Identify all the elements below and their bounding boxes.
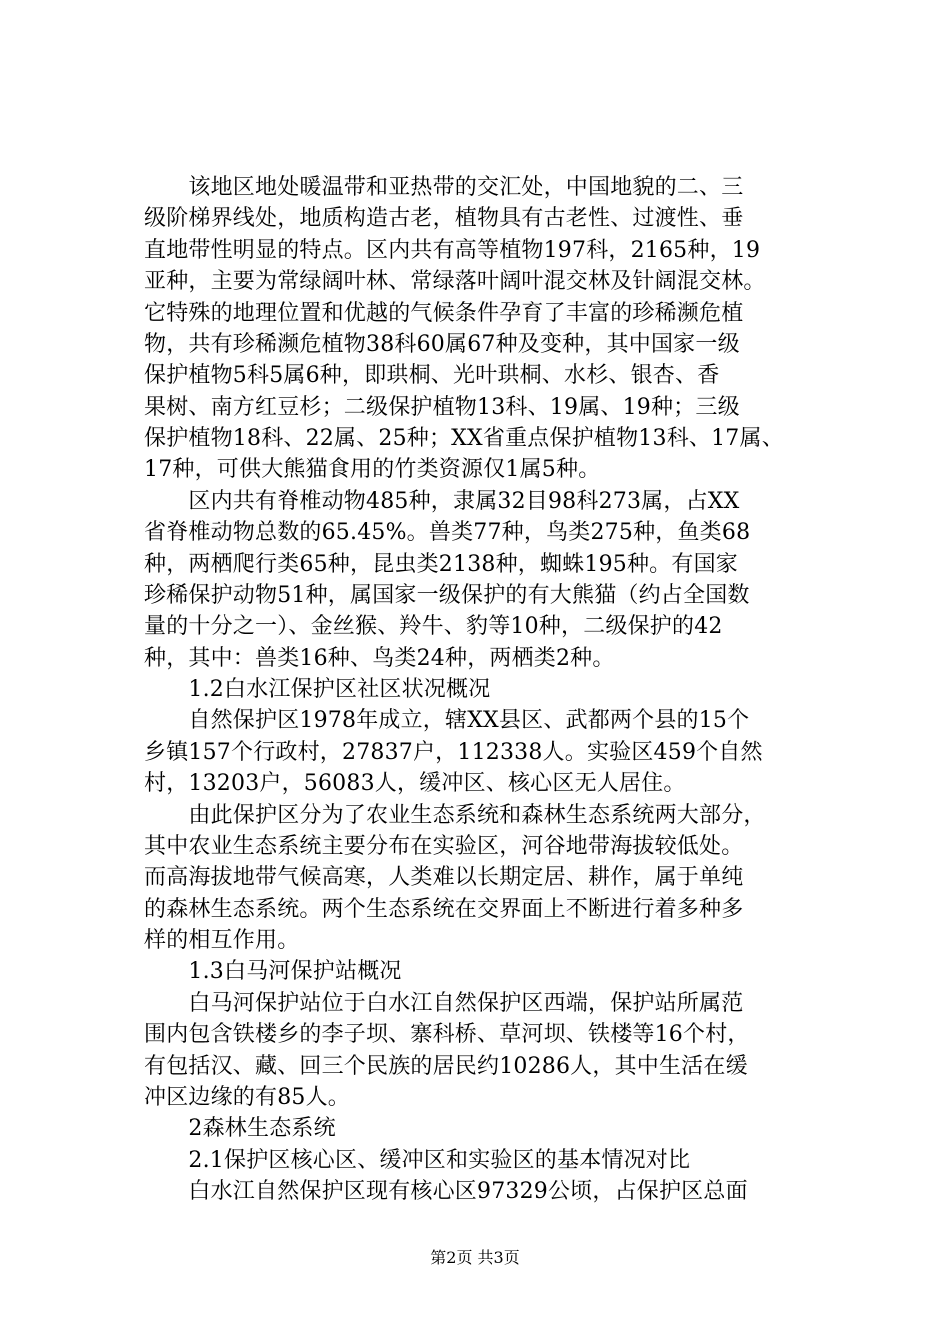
section-heading: 2.1保护区核心区、缓冲区和实验区的基本情况对比	[144, 1148, 691, 1173]
text-line: 有包括汉、藏、回三个民族的居民约10286人，其中生活在缓	[144, 1054, 748, 1079]
text-line: 亚种，主要为常绿阔叶林、常绿落叶阔叶混交林及针阔混交林。	[144, 269, 766, 294]
text-line: 其中农业生态系统主要分布在实验区，河谷地带海拔较低处。	[144, 834, 744, 859]
text-line: 保护植物5科5属6种，即珙桐、光叶珙桐、水杉、银杏、香	[144, 363, 720, 388]
text-line: 珍稀保护动物51种，属国家一级保护的有大熊猫（约占全国数	[144, 583, 750, 608]
text-line: 种，其中：兽类16种、鸟类24种，两栖类2种。	[144, 646, 615, 671]
section-heading: 2森林生态系统	[144, 1116, 336, 1141]
page-footer: 第2页 共3页	[430, 1248, 520, 1267]
text-line: 白马河保护站位于白水江自然保护区西端，保护站所属范	[144, 991, 744, 1016]
text-line: 而高海拔地带气候高寒，人类难以长期定居、耕作，属于单纯	[144, 865, 744, 890]
text-line: 冲区边缘的有85人。	[144, 1085, 350, 1110]
text-line: 村，13203户，56083人，缓冲区、核心区无人居住。	[144, 771, 686, 796]
text-line: 直地带性明显的特点。区内共有高等植物197科，2165种，19	[144, 238, 761, 263]
text-line: 围内包含铁楼乡的李子坝、寨科桥、草河坝、铁楼等16个村，	[144, 1022, 750, 1047]
text-line: 种，两栖爬行类65种，昆虫类2138种，蜘蛛195种。有国家	[144, 552, 738, 577]
section-heading: 1.2白水江保护区社区状况概况	[144, 677, 491, 702]
text-line: 的森林生态系统。两个生态系统在交界面上不断进行着多种多	[144, 897, 744, 922]
section-heading: 1.3白马河保护站概况	[144, 959, 402, 984]
text-line: 物，共有珍稀濒危植物38科60属67种及变种，其中国家一级	[144, 332, 740, 357]
text-line: 保护植物18科、22属、25种；XX省重点保护植物13科、17属、	[144, 426, 784, 451]
text-line: 量的十分之一）、金丝猴、羚牛、豹等10种，二级保护的42	[144, 614, 723, 639]
text-line: 自然保护区1978年成立，辖XX县区、武都两个县的15个	[144, 708, 750, 733]
text-line: 果树、南方红豆杉；二级保护植物13科、19属、19种；三级	[144, 395, 740, 420]
text-line: 17种，可供大熊猫食用的竹类资源仅1属5种。	[144, 457, 601, 482]
text-line: 级阶梯界线处，地质构造古老，植物具有古老性、过渡性、垂	[144, 206, 744, 231]
text-line: 它特殊的地理位置和优越的气候条件孕育了丰富的珍稀濒危植	[144, 301, 744, 326]
text-line: 该地区地处暖温带和亚热带的交汇处，中国地貌的二、三	[144, 175, 744, 200]
text-line: 样的相互作用。	[144, 928, 300, 953]
text-line: 白水江自然保护区现有核心区97329公顷，占保护区总面	[144, 1179, 748, 1204]
text-line: 由此保护区分为了农业生态系统和森林生态系统两大部分，	[144, 803, 766, 828]
text-line: 乡镇157个行政村，27837户，112338人。实验区459个自然	[144, 740, 763, 765]
text-line: 省脊椎动物总数的65.45%。兽类77种，鸟类275种，鱼类68	[144, 520, 751, 545]
text-line: 区内共有脊椎动物485种，隶属32目98科273属，占XX	[144, 489, 740, 514]
